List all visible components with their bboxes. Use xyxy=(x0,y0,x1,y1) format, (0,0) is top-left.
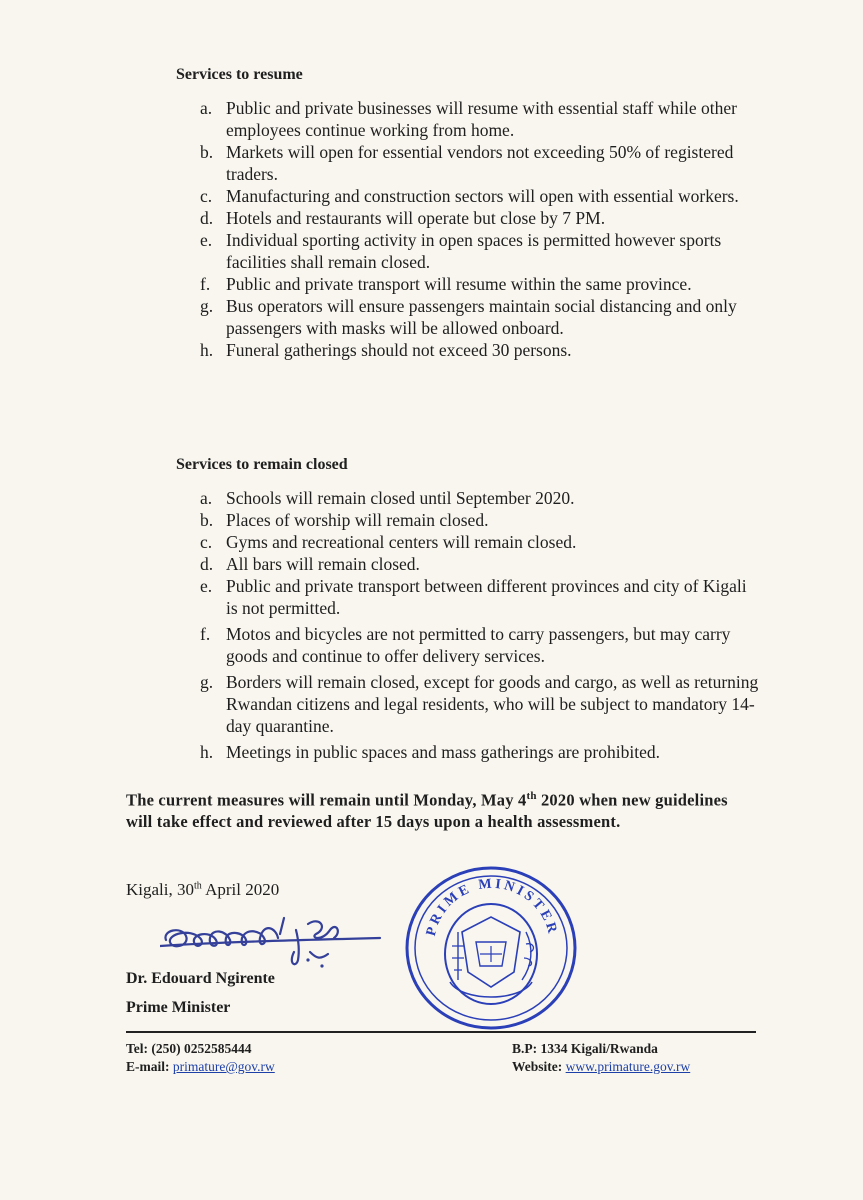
signer-name: Dr. Edouard Ngirente xyxy=(126,970,275,987)
list-item: b. Markets will open for essential vendors not exceeding 50% of registered traders. xyxy=(200,142,734,184)
list-item: h. Meetings in public spaces and mass gatherings are prohibited. xyxy=(200,742,660,762)
list-item: e. Public and private transport between different provinces and city of Kigali is not permitted. xyxy=(200,576,747,618)
list-item: a. Schools will remain closed until September 2020. xyxy=(200,488,575,508)
email-link[interactable]: primature@gov.rw xyxy=(172,1059,275,1074)
signer-title: Prime Minister xyxy=(126,999,231,1016)
footer-divider xyxy=(126,1031,756,1033)
footer-right xyxy=(512,1040,690,1076)
closed-heading: Services to remain closed xyxy=(176,456,348,473)
footer-email: E-mail: primature@gov.rw xyxy=(126,1059,275,1074)
website-link[interactable]: www.primature.gov.rw xyxy=(565,1059,691,1074)
footer-website: Website: www.primature.gov.rw xyxy=(512,1059,691,1074)
list-item: d. All bars will remain closed. xyxy=(200,554,420,574)
list-item: e. Individual sporting activity in open spaces is permitted however sports facilities shall remain closed. xyxy=(200,230,722,272)
closing-statement: The current measures will remain until Monday, May 4th 2020 when new guidelines will take effect and reviewed after 15 days upon a health assessment. xyxy=(126,790,728,831)
footer-bp: B.P: 1334 Kigali/Rwanda xyxy=(512,1041,658,1056)
list-item: h. Funeral gatherings should not exceed 30 persons. xyxy=(200,340,572,360)
place-date: Kigali, 30th April 2020 xyxy=(126,880,280,899)
list-item: c. Manufacturing and construction sectors will open with essential workers. xyxy=(200,186,739,206)
svg-text:PRIME MINISTER: PRIME MINISTER xyxy=(423,876,561,938)
resume-list xyxy=(200,97,760,361)
list-item: f. Motos and bicycles are not permitted to carry passengers, but may carry goods and continue to offer delivery services. xyxy=(200,624,731,666)
list-item: g. Borders will remain closed, except for goods and cargo, as well as returning Rwandan citizens and legal residents, who will be subject to mandatory 14-day quarantine. xyxy=(200,672,759,736)
list-item: d. Hotels and restaurants will operate but close by 7 PM. xyxy=(200,208,606,228)
list-item: c. Gyms and recreational centers will remain closed. xyxy=(200,532,577,552)
list-item: a. Public and private businesses will resume with essential staff while other employees continue working from home. xyxy=(200,98,737,140)
list-item: f. Public and private transport will resume within the same province. xyxy=(200,274,692,294)
resume-heading: Services to resume xyxy=(176,66,303,83)
footer-tel: Tel: (250) 0252585444 xyxy=(126,1041,252,1056)
closed-list xyxy=(200,487,760,763)
signature-graphic xyxy=(160,908,390,978)
footer-left xyxy=(126,1040,275,1076)
prime-minister-seal xyxy=(402,862,580,1034)
list-item: b. Places of worship will remain closed. xyxy=(200,510,489,530)
list-item: g. Bus operators will ensure passengers maintain social distancing and only passengers with masks will be allowed onboard. xyxy=(200,296,737,338)
